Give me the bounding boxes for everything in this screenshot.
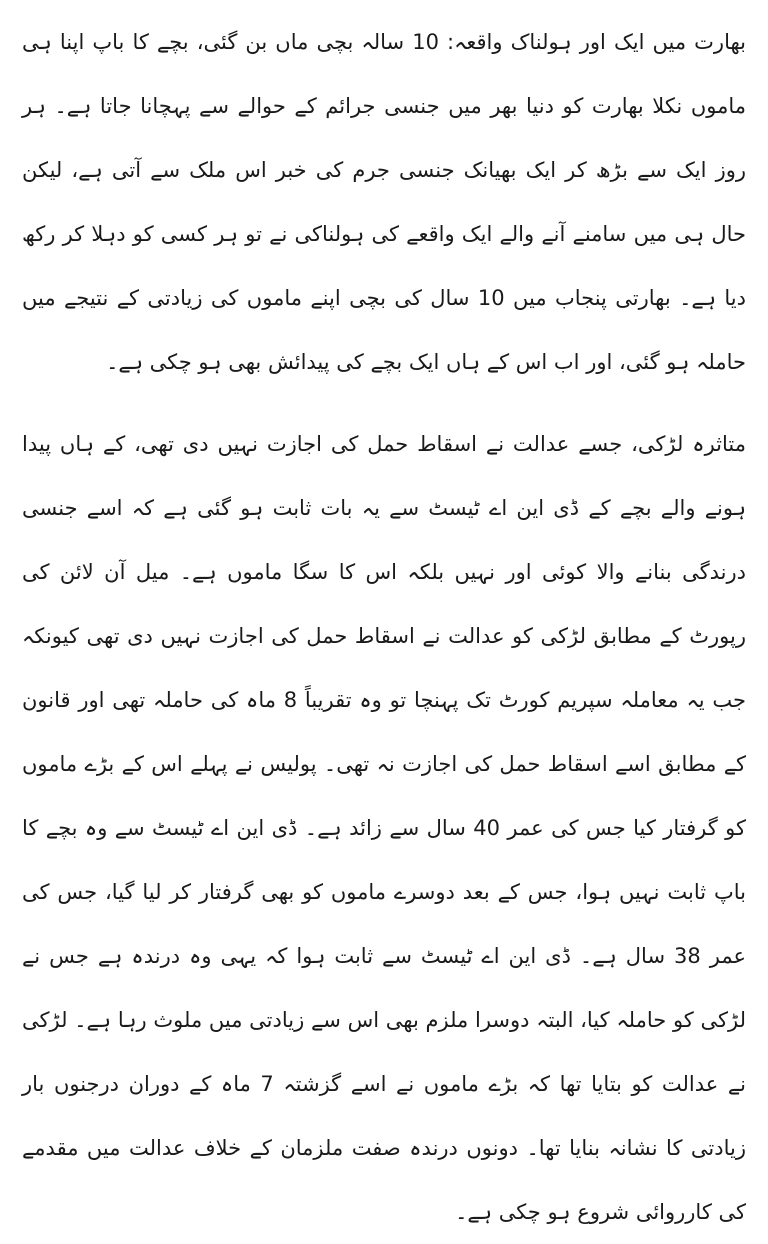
paragraph-details: متاثرہ لڑکی، جسے عدالت نے اسقاط حمل کی اجازت نہیں دی تھی، کے ہاں پیدا ہونے والے بچے کے ڈی این اے ٹیسٹ سے یہ بات ثابت ہو گئی ہے کہ اسے جنسی درندگی بنانے والا کوئی اور نہیں بلکہ اس کا سگا ماموں ہے۔ میل آن لائن کی رپورٹ کے مطابق لڑکی کو عدالت نے اسقاط حمل کی اجازت نہیں دی تھی کیونکہ جب یہ معاملہ سپریم کورٹ تک پہنچا تو وہ تقریباً 8 ماہ کی حاملہ تھی اور قانون کے مطابق اسے اسقاط حمل کی اجازت نہ تھی۔ پولیس نے پہلے اس کے بڑے ماموں کو گرفتار کیا جس کی عمر 40 سال سے زائد ہے۔ ڈی این اے ٹیسٹ سے وہ بچے کا باپ ثابت نہیں ہوا، جس کے بعد دوسرے ماموں کو بھی گرفتار کر لیا گیا، جس کی عمر 38 سال ہے۔ ڈی این اے ٹیسٹ سے ثابت ہوا کہ یہی وہ درندہ ہے جس نے لڑکی کو حاملہ کیا، البتہ دوسرا ملزم بھی اس سے زیادتی میں ملوث رہا ہے۔ لڑکی نے عدالت کو بتایا تھا کہ بڑے ماموں نے اسے گزشتہ 7 ماہ کے دوران درجنوں بار زیادتی کا نشانہ بنایا تھا۔ دونوں درندہ صفت ملزمان کے خلاف عدالت میں مقدمے کی کارروائی شروع ہو چکی ہے۔ bbox=[22, 432, 746, 1224]
paragraph-intro: بھارت میں ایک اور ہولناک واقعہ: 10 سالہ بچی ماں بن گئی، بچے کا باپ اپنا ہی ماموں نکلا بھارت کو دنیا بھر میں جنسی جرائم کے حوالے سے پہچانا جاتا ہے۔ ہر روز ایک سے بڑھ کر ایک بھیانک جنسی جرم کی خبر اس ملک سے آتی ہے، لیکن حال ہی میں سامنے آنے والے ایک واقعے کی ہولناکی نے تو ہر کسی کو دہلا کر رکھ دیا ہے۔ بھارتی پنجاب میں 10 سال کی بچی اپنے ماموں کی زیادتی کے نتیجے میں حاملہ ہو گئی، اور اب اس کے ہاں ایک بچے کی پیدائش بھی ہو چکی ہے۔ bbox=[22, 30, 746, 374]
article-body bbox=[22, 10, 746, 1224]
